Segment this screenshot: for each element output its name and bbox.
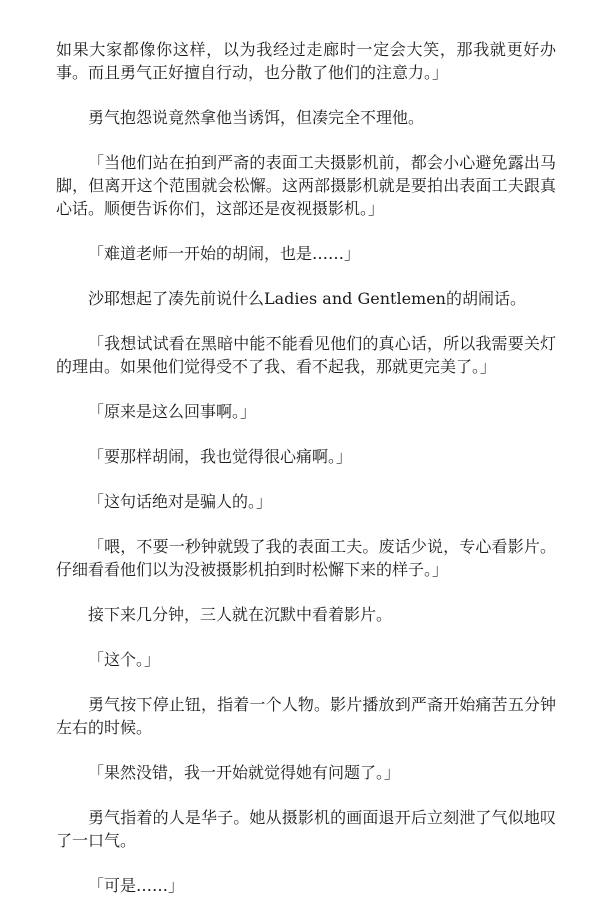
- paragraph: 沙耶想起了凑先前说什么Ladies and Gentlemen的胡闹话。: [88, 289, 526, 308]
- paragraph: 如果大家都像你这样，以为我经过走廊时一定会大笑，那我就更好办事。而且勇气正好擅自行动，也分散了他们的注意力。」: [56, 40, 556, 82]
- paragraph: 「这个。」: [88, 650, 161, 669]
- paragraph: 「我想试试看在黑暗中能不能看见他们的真心话，所以我需要关灯的理由。如果他们觉得受不了我、看不起我，那就更完美了。」: [56, 334, 556, 376]
- paragraph: 「难道老师一开始的胡闹，也是……」: [88, 244, 361, 263]
- paragraph: 「要那样胡闹，我也觉得很心痛啊。」: [88, 447, 353, 466]
- paragraph: 「可是……」: [88, 876, 185, 895]
- body-text: [56, 38, 556, 919]
- paragraph: 勇气抱怨说竟然拿他当诱饵，但凑完全不理他。: [88, 108, 425, 127]
- paragraph: 接下来几分钟，三人就在沉默中看着影片。: [88, 605, 393, 624]
- paragraph: 「这句话绝对是骗人的。」: [88, 492, 273, 511]
- paragraph: 「当他们站在拍到严斋的表面工夫摄影机前，都会小心避免露出马脚，但离开这个范围就会松懈。这两部摄影机就是要拍出表面工夫跟真心话。顺便告诉你们，这部还是夜视摄影机。」: [56, 153, 556, 218]
- paragraph: 「原来是这么回事啊。」: [88, 402, 257, 421]
- paragraph: 勇气按下停止钮，指着一个人物。影片播放到严斋开始痛苦五分钟左右的时候。: [56, 695, 556, 737]
- paragraph: 「喂，不要一秒钟就毁了我的表面工夫。废话少说，专心看影片。仔细看看他们以为没被摄影机拍到时松懈下来的样子。」: [56, 537, 556, 579]
- paragraph: 勇气指着的人是华子。她从摄影机的画面退开后立刻泄了气似地叹了一口气。: [56, 808, 556, 850]
- paragraph: 「果然没错，我一开始就觉得她有问题了。」: [88, 763, 401, 782]
